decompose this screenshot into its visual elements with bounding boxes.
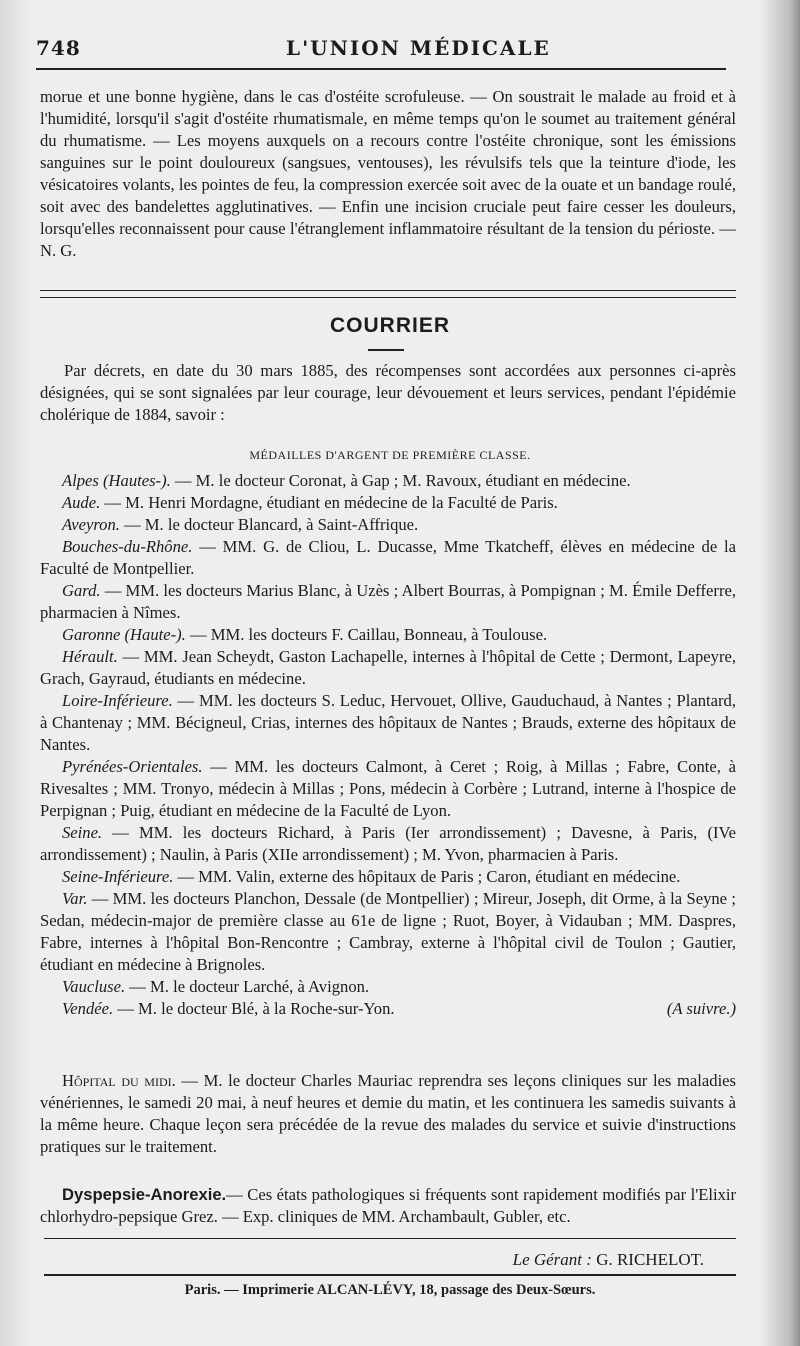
department-name: Seine-Inférieure.: [62, 867, 174, 886]
advert-lead: Dyspepsie-Anorexie.: [62, 1185, 227, 1204]
journal-title: L'UNION MÉDICALE: [286, 36, 551, 60]
printer-imprint: Paris. — Imprimerie ALCAN-LÉVY, 18, passage des Deux-Sœurs.: [184, 1282, 596, 1298]
gerant-signature: [513, 1250, 704, 1270]
section-title: COURRIER: [329, 314, 450, 337]
entry-text: — MM. G. de Cliou, L. Ducasse, Mme Tkatcheff, élèves en médecine de la Faculté de Montpellier.: [40, 537, 736, 578]
gerant-name: G. RICHELOT.: [596, 1250, 704, 1269]
list-item: [40, 624, 736, 646]
title-underline: [368, 349, 404, 351]
entry-text: — MM. Jean Scheydt, Gaston Lachapelle, internes à l'hôpital de Cette ; Dermont, Lapeyre, Grach, Gayraud, étudiants en médecine.: [40, 647, 736, 688]
department-name: Aveyron.: [62, 515, 120, 534]
list-item: [40, 580, 736, 624]
entry-text: — M. le docteur Larché, à Avignon.: [125, 977, 370, 996]
entry-text: — MM. les docteurs S. Leduc, Hervouet, Ollive, Gauduchaud, à Nantes ; Plantard, à Chantenay ; MM. Bécigneul, Crias, internes des hôpitaux de Nantes ; Brauds, externe des hôpitaux de Nantes.: [40, 691, 736, 754]
continued-note: (A suivre.): [666, 999, 736, 1018]
list-item: [40, 822, 736, 866]
list-item: [40, 492, 736, 514]
department-name: Vendée.: [62, 999, 114, 1018]
department-name: Vaucluse.: [62, 977, 126, 996]
hospital-notice: [40, 1070, 736, 1158]
notice-lead: Hôpital du midi.: [62, 1071, 176, 1090]
entry-text: — M. le docteur Blancard, à Saint-Affrique.: [119, 515, 419, 534]
list-item: [40, 536, 736, 580]
advert-text: — Ces états pathologiques si fréquents sont rapidement modifiés par l'Elixir chlorhydro-pepsique Grez. — Exp. cliniques de MM. Archambault, Gubler, etc.: [40, 1185, 736, 1226]
section-divider: [40, 290, 736, 298]
page-number: 748: [36, 36, 81, 60]
list-item: [40, 756, 736, 822]
list-item: [40, 690, 736, 756]
entry-text: — MM. les docteurs Calmont, à Ceret ; Roig, à Millas ; Fabre, Conte, à Rivesaltes ; MM. Tronyo, médecin à Millas ; Pons, médecin à Corbère ; Lutrand, interne à l'hospice de Perpignan ; Puig, étudiant en médecine de la Faculté de Lyon.: [40, 757, 736, 820]
department-name: Hérault.: [62, 647, 118, 666]
gerant-label: Le Gérant :: [512, 1250, 592, 1269]
department-name: Gard.: [62, 581, 101, 600]
header-rule: [36, 68, 726, 70]
entry-text: — MM. les docteurs Richard, à Paris (Ier arrondissement) ; Davesne, à Paris, (IVe arrondissement) ; Naulin, à Paris (XIIe arrondissement) ; M. Yvon, pharmacien à Paris.: [40, 823, 736, 864]
notice-text: — M. le docteur Charles Mauriac reprendra ses leçons cliniques sur les maladies vénériennes, le samedi 20 mai, à neuf heures et demie du matin, et les continuera les samedis suivants à la même heure. Chaque leçon sera précédée de la revue des malades du service et suivie d'instructions pratiques sur le traitement.: [40, 1071, 737, 1156]
list-item: [40, 888, 736, 976]
department-name: Loire-Inférieure.: [62, 691, 173, 710]
entry-text: — MM. les docteurs Planchon, Dessale (de Montpellier) ; Mireur, Joseph, dit Orme, à la Seyne ; Sedan, médecin-major de première classe au 61e de ligne ; Ruot, Boyer, à Vidauban ; MM. Daspres, Fabre, internes à l'hôpital Bon-Rencontre ; Cambray, externe à l'hôpital civil de Toulon ; Gautier, étudiant en médecine à Brignoles.: [40, 889, 736, 974]
department-name: Alpes (Hautes-).: [62, 471, 171, 490]
department-name: Bouches-du-Rhône.: [62, 537, 193, 556]
footer-rule: [44, 1238, 736, 1239]
list-item: [40, 998, 736, 1020]
page-header: [36, 36, 726, 66]
department-name: Garonne (Haute-).: [62, 625, 186, 644]
entry-text: — MM. Valin, externe des hôpitaux de Paris ; Caron, étudiant en médecine.: [173, 867, 681, 886]
entry-text: — M. le docteur Blé, à la Roche-sur-Yon.: [113, 999, 395, 1018]
footer-rule-2: [44, 1274, 736, 1276]
department-name: Var.: [62, 889, 88, 908]
department-name: Aude.: [62, 493, 101, 512]
list-item: [40, 514, 736, 536]
lead-paragraph: Par décrets, en date du 30 mars 1885, des récompenses sont accordées aux personnes ci-après désignées, qui se sont signalées par leur courage, leur dévouement et leurs services, pendant l'épidémie cholérique de 1884, savoir :: [40, 361, 736, 424]
entry-text: — M. le docteur Coronat, à Gap ; M. Ravoux, étudiant en médecine.: [170, 471, 631, 490]
entry-text: — M. Henri Mordagne, étudiant en médecine de la Faculté de Paris.: [100, 493, 558, 512]
list-item: [40, 646, 736, 690]
awards-list: [40, 470, 736, 1020]
list-item: [40, 470, 736, 492]
department-name: Seine.: [62, 823, 103, 842]
department-name: Pyrénées-Orientales.: [62, 757, 203, 776]
advertisement: [40, 1184, 736, 1228]
list-item: [40, 976, 736, 998]
awards-subheading: MÉDAILLES D'ARGENT DE PREMIÈRE CLASSE.: [249, 448, 531, 462]
list-item: [40, 866, 736, 888]
entry-text: — MM. les docteurs F. Caillau, Bonneau, à Toulouse.: [185, 625, 548, 644]
intro-paragraph: morue et une bonne hygiène, dans le cas d'ostéite scrofuleuse. — On soustrait le malade au froid et à l'humidité, lorsqu'il s'agit d'ostéite rhumatismale, en même temps qu'on le soumet au traitement général du rhumatisme. — Les moyens auxquels on a recours contre l'ostéite chronique, sont les émissions sanguines sur le point douloureux (sangsues, ventouses), les révulsifs tels que la teinture d'iode, les vésicatoires volants, les pointes de feu, la compression exercée soit avec de la ouate et un bandage roulé, soit avec des bandelettes agglutinatives. — Enfin une incision cruciale peut faire cesser les douleurs, lorsqu'elles reconnaissent pour cause l'étranglement inflammatoire résultant de la tension du périoste. — N. G.: [40, 87, 736, 260]
entry-text: — MM. les docteurs Marius Blanc, à Uzès ; Albert Bourras, à Pompignan ; M. Émile Defferre, pharmacien à Nîmes.: [40, 581, 736, 622]
